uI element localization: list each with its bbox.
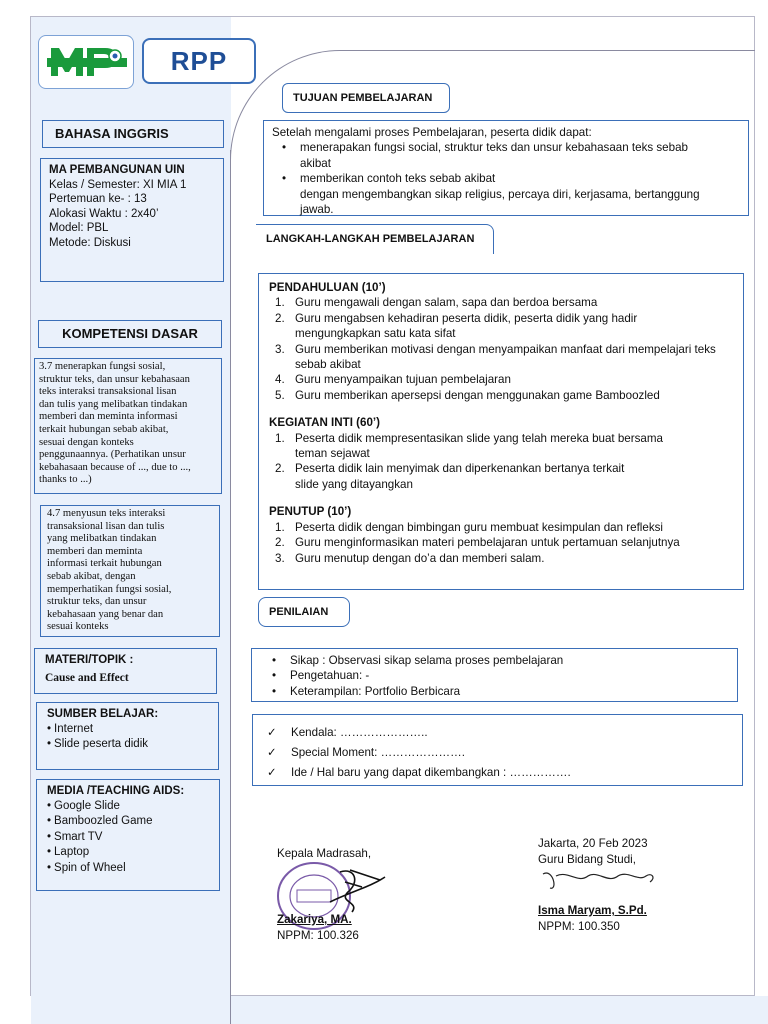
step-item: 3. Guru memberikan motivasi dengan menyampaikan manfaat dari mempelajari teks <box>275 342 716 356</box>
kd-line: thanks to ...) <box>39 474 92 486</box>
sumber-item: • Internet <box>47 722 208 737</box>
kd-line: sesuai konteks <box>47 621 109 633</box>
kd-line: teks interaksi transaksional lisan <box>39 386 177 398</box>
media-title: MEDIA /TEACHING AIDS: <box>47 785 185 797</box>
subject-box <box>42 120 224 148</box>
refleksi-item: ✓ Ide / Hal baru yang dapat dikembangkan : ……………. <box>261 763 734 783</box>
step-item: 3. Guru menutup dengan do’a dan memberi salam. <box>275 551 545 565</box>
section-title: PENDAHULUAN (10’) <box>269 281 386 294</box>
kd-line: sesuai dengan konteks <box>39 436 134 448</box>
step-item: 1. Peserta didik mempresentasikan slide yang telah mereka buat bersama <box>275 431 663 445</box>
kd-line: memperhatikan fungsi sosial, <box>47 583 172 595</box>
column-divider <box>230 150 231 1024</box>
step-item-cont: mengungkapkan satu kata sifat <box>295 327 456 341</box>
materi-value: Cause and Effect <box>45 672 129 684</box>
kd-line: informasi terkait hubungan <box>47 558 162 570</box>
section-title: PENUTUP (10’) <box>269 505 352 519</box>
teacher-name-block <box>538 903 647 935</box>
learning-model: Model: PBL <box>49 222 109 235</box>
teacher-name: Isma Maryam, S.Pd. <box>538 904 647 917</box>
step-item: 4. Guru menyampaikan tujuan pembelajaran <box>275 373 511 387</box>
kd-line: 4.7 menyusun teks interaksi <box>47 508 166 519</box>
step-item: 2. Guru menginformasikan materi pembelajaran untuk pertamuan selanjutnya <box>275 536 680 550</box>
bottom-strip <box>31 996 768 1024</box>
kd-line: yang melibatkan tindakan <box>47 533 157 545</box>
time-allocation: Alokasi Waktu : 2x40’ <box>49 207 159 220</box>
kd-title-box <box>38 320 222 348</box>
headmaster-name: Zakariya, MA. <box>277 913 352 926</box>
media-item: • Laptop <box>47 845 209 860</box>
subject-label: BAHASA INGGRIS <box>55 126 169 141</box>
kd-4-7-box <box>40 505 220 637</box>
tujuan-item: • menerapakan fungsi social, struktur teks dan unsur kebahasaan teks sebab <box>272 140 740 155</box>
section-title: KEGIATAN INTI (60’) <box>269 416 381 430</box>
school-logo <box>38 35 134 89</box>
step-item: 2. Peserta didik lain menyimak dan diperkenankan bertanya terkait <box>275 462 625 476</box>
sumber-title: SUMBER BELAJAR: <box>47 708 159 720</box>
step-item: 1. Peserta didik dengan bimbingan guru membuat kesimpulan dan refleksi <box>275 520 663 534</box>
tujuan-closing: dengan mengembangkan sikap religius, percaya diri, kerjasama, bertanggung <box>300 187 700 201</box>
class-semester: Kelas / Semester: XI MIA 1 <box>49 178 187 191</box>
tujuan-box <box>263 120 749 216</box>
media-box <box>36 779 220 891</box>
sumber-belajar-box <box>36 702 219 770</box>
kd-line: dan tulis yang melibatkan tindakan <box>39 398 188 410</box>
media-item: • Bamboozled Game <box>47 814 209 829</box>
media-item: • Spin of Wheel <box>47 861 209 876</box>
penilaian-label: PENILAIAN <box>258 597 350 627</box>
penilaian-item: • Pengetahuan: - <box>262 668 727 683</box>
mp-logo-icon <box>47 44 127 80</box>
penilaian-item: • Sikap : Observasi sikap selama proses pembelajaran <box>262 653 727 668</box>
kd-title: KOMPETENSI DASAR <box>62 326 198 341</box>
headmaster-name-block <box>277 912 359 944</box>
class-info-box <box>40 158 224 282</box>
penilaian-item: • Keterampilan: Portfolio Berbicara <box>262 684 727 699</box>
doc-type-badge <box>142 38 256 84</box>
kd-line: kebahasaan yang benar dan <box>47 608 164 620</box>
refleksi-item: ✓ Kendala: ………………….. <box>261 723 734 743</box>
kd-line: memberi dan meminta <box>47 545 143 557</box>
kd-line: sebab akibat, dengan <box>47 570 136 582</box>
step-item: 5. Guru memberikan apersepsi dengan menggunakan game Bamboozled <box>275 388 660 402</box>
kd-3-7-box <box>34 358 222 494</box>
tujuan-label: TUJUAN PEMBELAJARAN <box>282 83 450 113</box>
sumber-item: • Slide peserta didik <box>47 737 208 752</box>
teacher-id: NPPM: 100.350 <box>538 920 620 933</box>
kd-line: 3.7 menerapkan fungsi sosial, <box>39 361 166 372</box>
place-date: Jakarta, 20 Feb 2023 <box>538 837 648 850</box>
langkah-box <box>258 273 744 590</box>
meeting-number: Pertemuan ke- : 13 <box>49 193 147 206</box>
tujuan-closing: jawab. <box>300 203 334 217</box>
penilaian-box <box>251 648 738 702</box>
refleksi-box <box>252 714 743 786</box>
media-item: • Google Slide <box>47 799 209 814</box>
media-item: • Smart TV <box>47 830 209 845</box>
materi-box <box>34 648 217 694</box>
tujuan-item-cont: akibat <box>300 156 331 170</box>
step-item: 2. Guru mengabsen kehadiran peserta didik, peserta didik yang hadir <box>275 311 638 325</box>
headmaster-role: Kepala Madrasah, <box>277 847 372 860</box>
refleksi-item: ✓ Special Moment: …………………. <box>261 743 734 763</box>
tujuan-intro: Setelah mengalami proses Pembelajaran, peserta didik dapat: <box>272 126 592 139</box>
teacher-header-block <box>538 836 648 868</box>
kd-line: memberi dan meminta informasi <box>39 411 178 423</box>
teacher-role: Guru Bidang Studi, <box>538 853 636 866</box>
step-item-cont: sebab akibat <box>295 358 361 372</box>
step-item-cont: slide yang ditayangkan <box>295 477 413 491</box>
kd-line: struktur teks, dan unsur <box>47 596 147 608</box>
kd-line: penggunaannya. (Perhatikan unsur <box>39 449 186 461</box>
kd-line: terkait hubungan sebab akibat, <box>39 423 169 435</box>
decorative-top-line <box>360 50 755 51</box>
step-item: 1. Guru mengawali dengan salam, sapa dan berdoa bersama <box>275 296 598 310</box>
tujuan-item: • memberikan contoh teks sebab akibat <box>272 171 740 186</box>
materi-title: MATERI/TOPIK : <box>45 654 134 666</box>
teacher-signature-icon <box>538 866 658 896</box>
learning-method: Metode: Diskusi <box>49 236 131 249</box>
kd-line: struktur teks, dan unsur kebahasaan <box>39 373 190 385</box>
step-item-cont: teman sejawat <box>295 447 370 461</box>
doc-type-label: RPP <box>170 46 228 76</box>
langkah-label: LANGKAH-LANGKAH PEMBELAJARAN <box>256 224 494 254</box>
school-name: MA PEMBANGUNAN UIN <box>49 164 185 176</box>
kd-line: kebahasaan because of ..., due to ..., <box>39 461 191 473</box>
headmaster-id: NPPM: 100.326 <box>277 929 359 942</box>
kd-line: transaksional lisan dan tulis <box>47 520 165 532</box>
